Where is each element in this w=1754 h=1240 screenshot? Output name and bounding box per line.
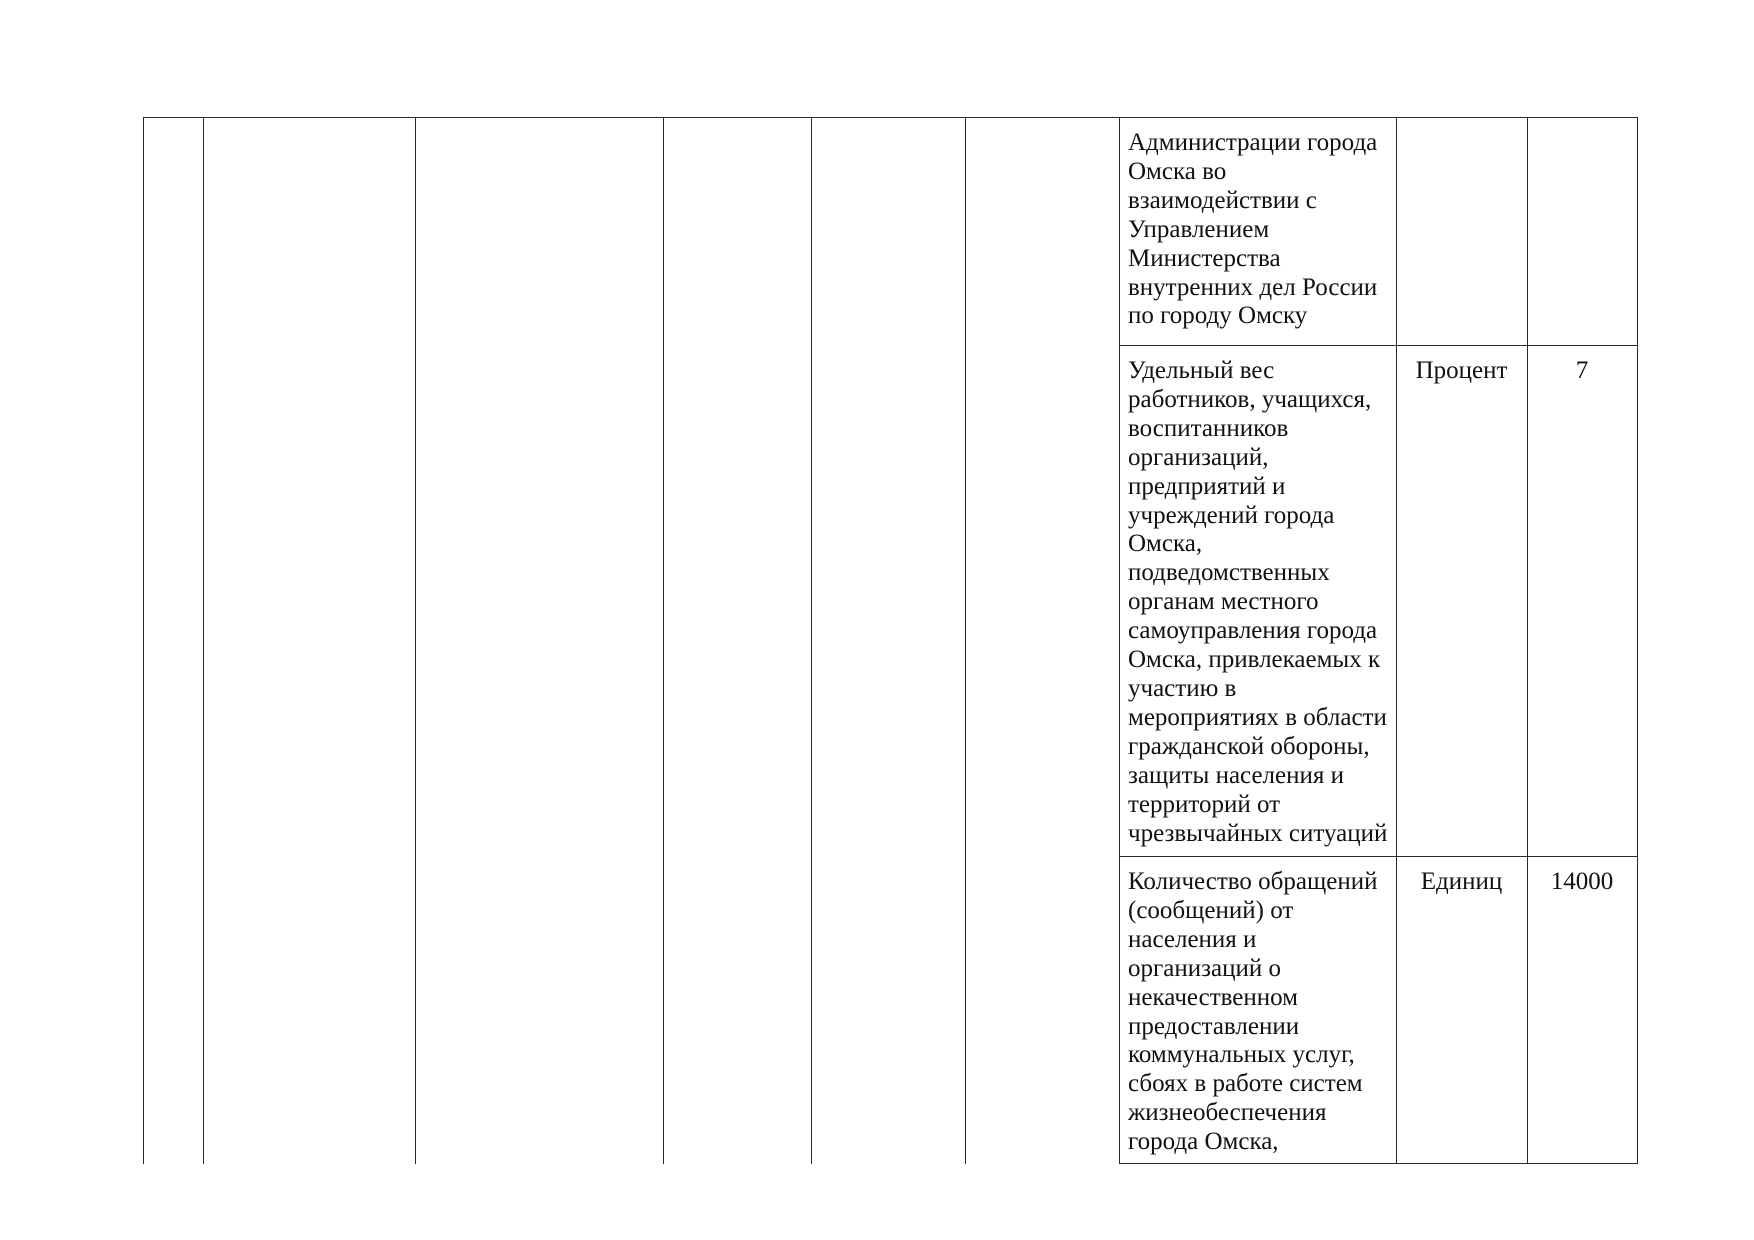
indicator-text-line: работников, учащихся, bbox=[1128, 385, 1372, 413]
indicator-text-line: организаций, bbox=[1128, 443, 1269, 471]
value-cell-row-1 bbox=[1527, 117, 1637, 345]
indicator-text-line: (сообщений) от bbox=[1128, 896, 1294, 924]
table-bottom-border bbox=[1119, 1163, 1638, 1164]
indicator-text-line: взаимодействии с bbox=[1128, 186, 1317, 214]
column-line-6 bbox=[965, 117, 966, 1164]
indicator-text-line: внутренних дел России bbox=[1128, 273, 1378, 301]
unit-cell-row-2: Процент bbox=[1415, 357, 1508, 384]
indicator-text-line: воспитанников bbox=[1128, 414, 1289, 442]
indicator-text-line: органам местного bbox=[1128, 588, 1319, 616]
indicator-text-line: Омска, привлекаемых к bbox=[1128, 646, 1381, 674]
indicator-text-line: самоуправления города bbox=[1128, 617, 1378, 645]
indicator-text-line: сбоях в работе систем bbox=[1128, 1070, 1363, 1098]
indicator-text-line: учреждений города bbox=[1128, 501, 1335, 529]
indicator-text-line: защиты населения и bbox=[1128, 761, 1345, 789]
column-line-2 bbox=[203, 117, 204, 1164]
value-cell-row-3: 14000 bbox=[1550, 868, 1614, 895]
indicator-text-line: населения и bbox=[1128, 925, 1257, 953]
indicator-text-line: Удельный вес bbox=[1128, 357, 1275, 384]
column-line-3 bbox=[415, 117, 416, 1164]
indicator-text-line: мероприятиях в области bbox=[1128, 703, 1387, 731]
indicator-text-line: некачественном bbox=[1128, 983, 1299, 1011]
indicator-text-line: подведомственных bbox=[1128, 559, 1330, 587]
column-line-10 bbox=[1637, 117, 1638, 1164]
indicator-text-line: коммунальных услуг, bbox=[1128, 1041, 1355, 1069]
indicator-text-line: Количество обращений bbox=[1128, 868, 1378, 895]
indicator-text-line: чрезвычайных ситуаций bbox=[1128, 819, 1388, 847]
indicator-text-line: предприятий и bbox=[1128, 472, 1286, 500]
unit-cell-row-1 bbox=[1396, 117, 1527, 345]
indicator-text-line: жизнеобеспечения bbox=[1128, 1099, 1327, 1127]
indicator-text-line: организаций о bbox=[1128, 954, 1281, 982]
indicator-text-line: гражданской обороны, bbox=[1128, 732, 1370, 760]
indicator-text-line: по городу Омску bbox=[1128, 302, 1308, 330]
indicator-text-line: Управлением bbox=[1128, 215, 1270, 243]
indicator-text-line: Администрации города bbox=[1128, 129, 1378, 156]
indicator-text-line: предоставлении bbox=[1128, 1012, 1300, 1040]
value-cell-row-2: 7 bbox=[1575, 357, 1589, 384]
indicator-text-line: Омска, bbox=[1128, 530, 1203, 558]
column-line-1 bbox=[143, 117, 144, 1164]
unit-cell-row-3: Единиц bbox=[1420, 868, 1503, 895]
indicator-cell-row-3 bbox=[1119, 856, 1396, 1163]
indicator-cell-row-2 bbox=[1119, 345, 1396, 856]
indicator-text-line: города Омска, bbox=[1128, 1128, 1279, 1156]
indicator-cell-row-1 bbox=[1119, 117, 1396, 345]
indicator-text-line: территорий от bbox=[1128, 790, 1281, 818]
indicator-text-line: Омска во bbox=[1128, 157, 1227, 185]
indicator-text-line: участию в bbox=[1128, 674, 1237, 702]
indicator-text-line: Министерства bbox=[1128, 244, 1281, 272]
column-line-4 bbox=[663, 117, 664, 1164]
column-line-5 bbox=[811, 117, 812, 1164]
